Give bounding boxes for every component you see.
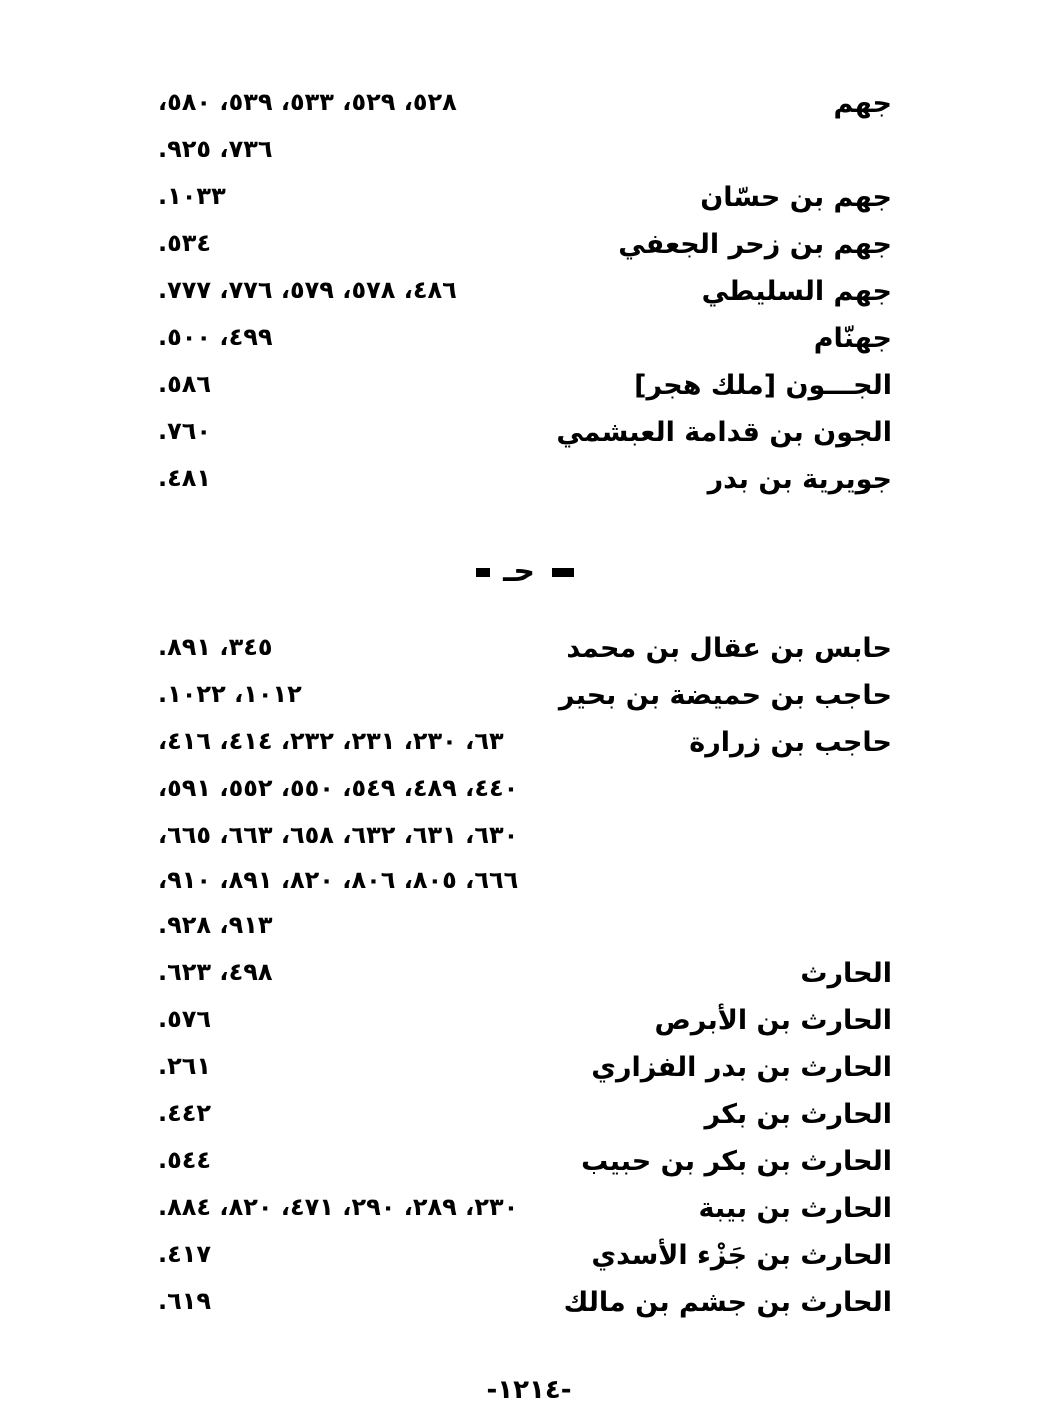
entry-pages: ٤٤٠، ٤٨٩، ٥٤٩، ٥٥٠، ٥٥٢، ٥٩١، [158, 774, 519, 802]
entry-row [0, 1193, 1058, 1239]
entry-row [0, 774, 1058, 820]
entry-name: جهم السليطي [701, 276, 892, 307]
entry-row [0, 88, 1058, 134]
entry-pages: ٢٦١. [158, 1052, 212, 1080]
entry-pages: ٦١٩. [158, 1287, 212, 1315]
entry-name: الحارث بن بكر [704, 1099, 892, 1130]
entry-name: الحارث بن بيبة [698, 1193, 892, 1224]
entry-row [0, 229, 1058, 275]
entry-name: جويرية بن بدر [707, 464, 892, 495]
entry-name: جهنّام [813, 323, 892, 354]
section-bar-right [552, 568, 574, 577]
entry-row [0, 1052, 1058, 1098]
entry-row [0, 911, 1058, 957]
entry-pages: ١٠٣٣. [158, 182, 226, 210]
entry-row [0, 182, 1058, 228]
entry-name: حاجب بن حميضة بن بحير [558, 680, 892, 711]
entry-row [0, 464, 1058, 510]
entry-pages: ٦٦٦، ٨٠٥، ٨٠٦، ٨٢٠، ٨٩١، ٩١٠، [158, 866, 519, 894]
entry-row [0, 821, 1058, 867]
entry-pages: ٤٩٩، ٥٠٠. [158, 323, 273, 351]
entry-pages: ١٠١٢، ١٠٢٢. [158, 680, 302, 708]
section-bar-left [476, 568, 490, 577]
entry-row [0, 727, 1058, 773]
entry-name: جهم [833, 88, 892, 119]
section-header [0, 554, 1058, 594]
entry-pages: ٣٤٥، ٨٩١. [158, 633, 273, 661]
page-number: -١٢١٤- [486, 1375, 572, 1405]
entry-pages: ٢٣٠، ٢٨٩، ٢٩٠، ٤٧١، ٨٢٠، ٨٨٤. [158, 1193, 519, 1221]
entry-pages: ٤٤٢. [158, 1099, 212, 1127]
entry-row [0, 633, 1058, 679]
entry-pages: ٩١٣، ٩٢٨. [158, 911, 273, 939]
entry-pages: ٥٣٤. [158, 229, 212, 257]
section-letter: حـ [503, 554, 535, 589]
entry-pages: ٥٧٦. [158, 1005, 212, 1033]
entry-row [0, 135, 1058, 181]
entry-name: الحارث بن بدر الفزاري [591, 1052, 892, 1083]
entry-row [0, 1287, 1058, 1333]
entry-row [0, 417, 1058, 463]
entry-row [0, 680, 1058, 726]
entry-name: الحارث بن جشم بن مالك [563, 1287, 892, 1318]
entry-row [0, 1099, 1058, 1145]
entry-name: الجون بن قدامة العبشمي [556, 417, 892, 448]
entry-name: جهم بن حسّان [700, 182, 892, 213]
entry-row [0, 1240, 1058, 1286]
entry-pages: ٥٢٨، ٥٢٩، ٥٣٣، ٥٣٩، ٥٨٠، [158, 88, 457, 116]
entry-row [0, 276, 1058, 322]
entry-pages: ٧٣٦، ٩٢٥. [158, 135, 273, 163]
entry-pages: ٦٣٠، ٦٣١، ٦٣٢، ٦٥٨، ٦٦٣، ٦٦٥، [158, 821, 519, 849]
entry-name: الجـــون [ملك هجر] [634, 370, 892, 401]
entry-name: الحارث [800, 958, 892, 989]
entry-row [0, 323, 1058, 369]
entry-name: الحارث بن جَزْء الأسدي [591, 1240, 892, 1271]
entry-pages: ٤١٧. [158, 1240, 212, 1268]
entry-name: حابس بن عقال بن محمد [566, 633, 892, 664]
entry-pages: ٤٨٦، ٥٧٨، ٥٧٩، ٧٧٦، ٧٧٧. [158, 276, 457, 304]
entry-pages: ٦٣، ٢٣٠، ٢٣١، ٢٣٢، ٤١٤، ٤١٦، [158, 727, 504, 755]
entry-row [0, 370, 1058, 416]
entry-name: جهم بن زحر الجعفي [618, 229, 892, 260]
entry-row [0, 1146, 1058, 1192]
entry-name: حاجب بن زرارة [689, 727, 892, 758]
entry-name: الحارث بن الأبرص [654, 1005, 892, 1036]
entry-pages: ٧٦٠. [158, 417, 212, 445]
entry-row [0, 958, 1058, 1004]
entry-row [0, 1005, 1058, 1051]
entry-pages: ٤٩٨، ٦٢٣. [158, 958, 273, 986]
entry-name: الحارث بن بكر بن حبيب [581, 1146, 892, 1177]
entry-row [0, 866, 1058, 912]
entry-pages: ٥٤٤. [158, 1146, 212, 1174]
entry-pages: ٥٨٦. [158, 370, 212, 398]
entry-pages: ٤٨١. [158, 464, 212, 492]
